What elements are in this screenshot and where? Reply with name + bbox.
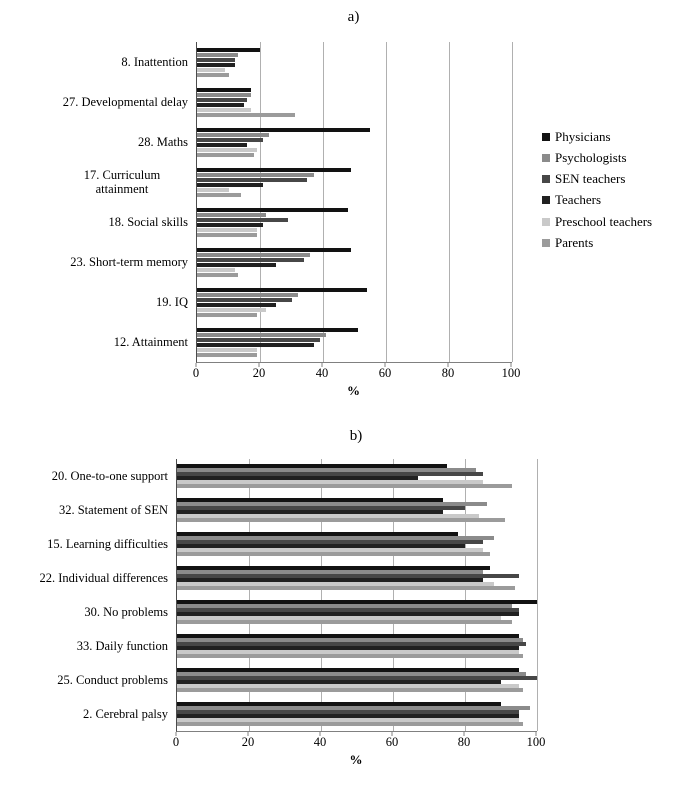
bar-psychologists xyxy=(197,333,326,337)
bar-physicians xyxy=(197,48,260,52)
category-axis xyxy=(56,42,196,363)
x-tick-label: 60 xyxy=(385,735,399,749)
bar-parents xyxy=(197,113,295,117)
category-axis xyxy=(16,459,176,732)
bar-preschool-teachers xyxy=(197,268,235,272)
legend-item xyxy=(542,236,652,250)
legend-label: Parents xyxy=(555,234,594,250)
bar-parents xyxy=(197,233,257,237)
plot-area xyxy=(176,459,537,732)
legend xyxy=(542,126,652,254)
bar-sen-teachers xyxy=(197,98,247,102)
bar-preschool-teachers xyxy=(197,348,257,352)
bar-parents xyxy=(177,552,490,556)
bar-psychologists xyxy=(197,293,298,297)
x-tick-label: 100 xyxy=(501,366,521,380)
x-tick-label: 20 xyxy=(241,735,255,749)
bar-sen-teachers xyxy=(197,258,304,262)
bar-sen-teachers xyxy=(197,298,292,302)
bar-physicians xyxy=(197,248,351,252)
bar-sen-teachers xyxy=(197,138,263,142)
bar-parents xyxy=(197,273,238,277)
x-tick-label: 80 xyxy=(457,735,471,749)
bar-sen-teachers xyxy=(197,338,320,342)
bar-sen-teachers xyxy=(197,218,288,222)
category-label: 12. Attainment xyxy=(113,334,188,349)
category-label: 33. Daily function xyxy=(76,638,168,653)
bar-teachers xyxy=(197,143,247,147)
x-tick-label: 100 xyxy=(526,735,546,749)
legend-item xyxy=(542,215,652,229)
legend-color-swatch-icon xyxy=(542,239,550,247)
bar-group xyxy=(177,493,537,527)
category-label: 32. Statement of SEN xyxy=(58,502,168,517)
x-tick-row xyxy=(192,363,521,383)
bar-physicians xyxy=(197,288,367,292)
category-label: 22. Individual differences xyxy=(39,570,168,585)
chart-b-title: b) xyxy=(349,428,363,444)
category-label: 18. Social skills xyxy=(108,214,188,229)
bar-group xyxy=(197,122,512,162)
bar-preschool-teachers xyxy=(197,108,251,112)
x-axis-title: % xyxy=(347,383,360,398)
category-label: 23. Short-term memory xyxy=(70,254,188,269)
bar-teachers xyxy=(197,303,276,307)
bar-sen-teachers xyxy=(197,178,307,182)
bar-group xyxy=(177,459,537,493)
bar-psychologists xyxy=(197,53,238,57)
legend-color-swatch-icon xyxy=(542,218,550,226)
bar-teachers xyxy=(197,223,263,227)
bar-teachers xyxy=(197,263,276,267)
category-label: 25. Conduct problems xyxy=(57,672,168,687)
x-axis-spacer xyxy=(56,363,196,383)
bar-psychologists xyxy=(197,173,314,177)
bar-parents xyxy=(197,353,257,357)
bar-physicians xyxy=(197,328,358,332)
legend-item xyxy=(542,130,652,144)
legend-color-swatch-icon xyxy=(542,175,550,183)
bar-teachers xyxy=(197,63,235,67)
bar-parents xyxy=(197,193,241,197)
bar-psychologists xyxy=(197,133,269,137)
bar-teachers xyxy=(197,103,244,107)
bar-group xyxy=(177,527,537,561)
bar-parents xyxy=(177,518,505,522)
gridline xyxy=(537,459,538,731)
chart-b xyxy=(0,427,699,770)
legend-item xyxy=(542,151,652,165)
bar-group xyxy=(177,629,537,663)
category-label: 15. Learning difficulties xyxy=(47,536,168,551)
plot-area xyxy=(196,42,512,363)
chart-grid xyxy=(16,459,537,732)
legend-label: Preschool teachers xyxy=(555,213,653,229)
x-axis xyxy=(16,732,546,752)
bar-parents xyxy=(177,722,523,726)
legend-item xyxy=(542,193,652,207)
bar-preschool-teachers xyxy=(197,228,257,232)
category-label: 2. Cerebral palsy xyxy=(82,706,168,721)
bar-group xyxy=(197,202,512,242)
legend-color-swatch-icon xyxy=(542,133,550,141)
x-tick-row xyxy=(172,732,546,752)
bar-teachers xyxy=(197,183,263,187)
bar-sen-teachers xyxy=(197,58,235,62)
bar-physicians xyxy=(197,128,370,132)
legend-color-swatch-icon xyxy=(542,196,550,204)
legend-color-swatch-icon xyxy=(542,154,550,162)
x-tick-label: 60 xyxy=(378,366,392,380)
x-tick-label: 40 xyxy=(313,735,327,749)
x-tick-label: 20 xyxy=(252,366,266,380)
legend-item xyxy=(542,172,652,186)
bar-parents xyxy=(197,313,257,317)
bar-physicians xyxy=(197,208,348,212)
bar-group xyxy=(197,322,512,362)
bar-parents xyxy=(177,688,523,692)
bar-group xyxy=(197,162,512,202)
bar-group xyxy=(197,242,512,282)
bar-group xyxy=(197,282,512,322)
bar-group xyxy=(177,697,537,731)
x-tick-label: 40 xyxy=(315,366,329,380)
bar-parents xyxy=(177,586,515,590)
bar-group xyxy=(177,595,537,629)
x-tick-label: 0 xyxy=(192,366,200,380)
bar-parents xyxy=(197,153,254,157)
bar-preschool-teachers xyxy=(197,148,257,152)
category-label: 27. Developmental delay xyxy=(62,94,188,109)
category-label: 17. Curriculum attainment xyxy=(83,167,161,196)
bar-preschool-teachers xyxy=(197,308,266,312)
legend-label: Psychologists xyxy=(555,149,627,165)
bar-group xyxy=(197,82,512,122)
category-label: 19. IQ xyxy=(156,294,188,309)
chart-a xyxy=(0,8,699,401)
x-tick-label: 80 xyxy=(441,366,455,380)
category-label: 8. Inattention xyxy=(121,54,188,69)
bar-parents xyxy=(177,620,512,624)
bar-psychologists xyxy=(197,253,310,257)
legend-label: SEN teachers xyxy=(555,171,626,187)
bar-psychologists xyxy=(197,213,266,217)
bar-teachers xyxy=(197,343,314,347)
category-label: 28. Maths xyxy=(138,134,188,149)
category-label: 20. One-to-one support xyxy=(51,468,168,483)
chart-a-title: a) xyxy=(347,9,360,25)
bar-preschool-teachers xyxy=(197,68,225,72)
x-axis-title: % xyxy=(349,752,363,767)
bar-group xyxy=(197,42,512,82)
bar-physicians xyxy=(197,168,351,172)
bar-group xyxy=(177,663,537,697)
gridline xyxy=(512,42,513,362)
legend-label: Teachers xyxy=(555,192,602,208)
chart-grid xyxy=(56,42,512,363)
bar-preschool-teachers xyxy=(197,188,229,192)
bar-group xyxy=(177,561,537,595)
chart-a-body xyxy=(56,42,699,383)
legend-label: Physicians xyxy=(555,128,611,144)
chart-a-plot-region xyxy=(56,42,521,383)
x-tick-label: 0 xyxy=(172,735,180,749)
chart-b-plot-region xyxy=(16,459,546,752)
chart-b-body xyxy=(16,459,699,752)
x-axis xyxy=(56,363,521,383)
x-axis-spacer xyxy=(16,732,176,752)
bar-psychologists xyxy=(197,93,251,97)
bar-parents xyxy=(197,73,229,77)
bar-parents xyxy=(177,654,523,658)
bar-physicians xyxy=(197,88,251,92)
bar-parents xyxy=(177,484,512,488)
category-label: 30. No problems xyxy=(84,604,168,619)
